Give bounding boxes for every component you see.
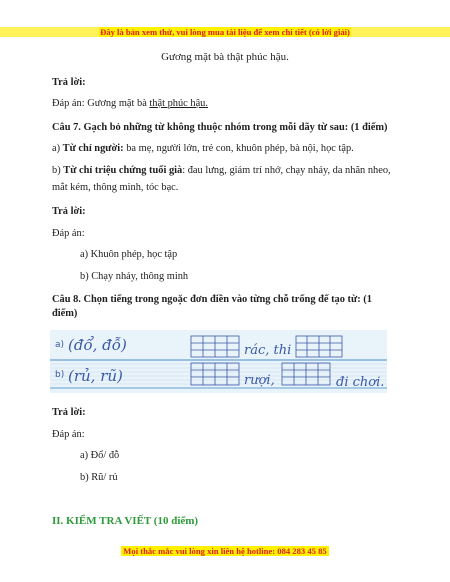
row-b-word-2: đi chơi.	[336, 375, 385, 390]
q6-answer-heading: Trả lời:	[52, 77, 86, 88]
preview-banner-text: Đây là bản xem thử, vui lòng mua tài liệu để xem chi tiết (có lời giải)	[100, 27, 350, 37]
row-b-word-1: rượi,	[244, 373, 275, 388]
preview-banner	[0, 27, 450, 37]
q7-answer-heading: Trả lời:	[52, 206, 86, 217]
q6-answer-prefix: Đáp án: Gương mặt bà	[52, 98, 150, 109]
row-b-grid-box-2	[282, 363, 330, 385]
q8-title: Câu 8. Chọn tiếng trong ngoặc đơn điền vào từng chỗ trống để tạo từ: (1 điểm)	[52, 294, 372, 319]
row-a-grid-box-2	[296, 336, 342, 357]
footer-hotline-text: Mọi thắc mắc vui lòng xin liên hệ hotline: 084 283 45 85	[123, 546, 327, 556]
row-b-label: b)	[55, 370, 65, 380]
q7-title: Câu 7. Gạch bỏ những từ không thuộc nhóm trong mỗi dãy từ sau: (1 điểm)	[52, 122, 388, 133]
row-b-options: (rủ, rũ)	[68, 367, 123, 385]
q7-b-label: b)	[52, 165, 64, 176]
q6-answer-underlined: thật phúc hậu.	[149, 98, 208, 109]
q7-item-b	[52, 164, 391, 178]
q7-item-b-cont: mắt kém, thông minh, tóc bạc.	[52, 182, 179, 193]
row-a-words: rác, thi	[244, 343, 292, 358]
exercise-illustration	[50, 330, 387, 393]
q7-answer-b: b) Chạy nhảy, thông minh	[80, 271, 189, 282]
q7-a-text: ba mẹ, người lớn, trẻ con, khuôn phép, bà nội, học tập.	[123, 143, 354, 154]
q8-answer-label: Đáp án:	[52, 429, 85, 440]
q7-b-bold: Từ chỉ triệu chứng tuổi già	[63, 165, 183, 176]
q8-answer-b: b) Rũ/ rủ	[80, 472, 118, 483]
q8-answer-a: a) Đổ/ đỗ	[80, 450, 120, 461]
row-a-options: (đổ, đỗ)	[68, 336, 127, 354]
row-b-grid-box-1	[191, 363, 239, 385]
section-2-title: II. KIỂM TRA VIẾT (10 điểm)	[52, 515, 199, 527]
q7-a-label: a)	[52, 143, 63, 154]
q6-answer	[52, 97, 208, 111]
row-a-grid-box-1	[191, 336, 239, 357]
q7-answer-label: Đáp án:	[52, 228, 85, 239]
q8-exercise-image	[50, 330, 387, 393]
row-a-label: a)	[55, 340, 65, 350]
q7-answer-a: a) Khuôn phép, học tập	[80, 249, 178, 260]
q7-item-a	[52, 142, 354, 156]
footer-hotline	[0, 546, 450, 556]
q8-answer-heading: Trả lời:	[52, 407, 86, 418]
q7-a-bold: Từ chỉ người:	[62, 143, 124, 154]
q7-b-text1: : đau lưng, giảm trí nhớ, chạy nhảy, da nhăn nheo,	[182, 165, 391, 176]
intro-sentence: Gương mặt bà thật phúc hậu.	[161, 51, 289, 63]
